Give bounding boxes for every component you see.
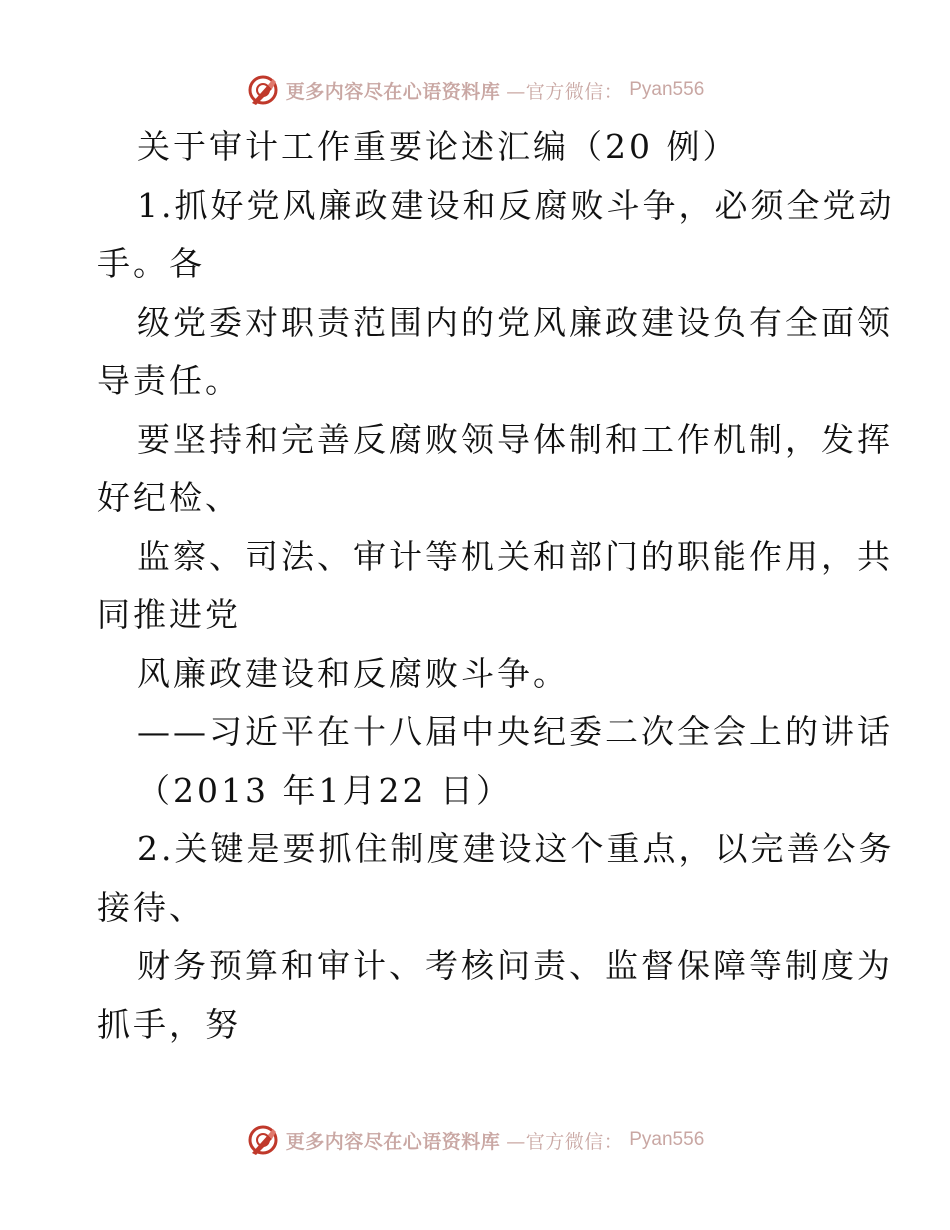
document-title: 关于审计工作重要论述汇编（20 例） bbox=[137, 127, 739, 166]
watermark-separator-text: —官方微信： bbox=[506, 80, 624, 103]
watermark-wechat-id: Pyan556 bbox=[629, 1129, 705, 1150]
header-watermark bbox=[0, 70, 950, 110]
paragraph-line: 导责任。 bbox=[97, 361, 241, 400]
watermark-separator-text: —官方微信： bbox=[506, 1130, 624, 1153]
paragraph-line: 级党委对职责范围内的党风廉政建设负有全面领 bbox=[137, 302, 893, 342]
document-body bbox=[97, 118, 895, 1054]
paragraph-line: 1.抓好党风廉政建设和反腐败斗争，必须全党动 bbox=[137, 185, 895, 225]
paragraph-line: 接待、 bbox=[97, 887, 205, 927]
paragraph-line: 风廉政建设和反腐败斗争。 bbox=[137, 653, 569, 693]
paragraph-line: 财务预算和审计、考核问责、监督保障等制度为 bbox=[137, 946, 893, 985]
watermark-main-text: 更多内容尽在心语资料库 bbox=[285, 80, 501, 103]
paragraph-line: 2.关键是要抓住制度建设这个重点，以完善公务 bbox=[137, 829, 895, 868]
paragraph-line: 好纪检、 bbox=[97, 478, 241, 517]
footer-watermark bbox=[0, 1120, 950, 1160]
pen-logo-icon bbox=[246, 73, 280, 107]
citation-date: （2013 年1月22 日） bbox=[137, 770, 512, 810]
paragraph-line: 监察、司法、审计等机关和部门的职能作用，共 bbox=[137, 536, 893, 576]
paragraph-line: 要坚持和完善反腐败领导体制和工作机制，发挥 bbox=[137, 419, 893, 459]
watermark-main-text: 更多内容尽在心语资料库 bbox=[285, 1130, 501, 1153]
watermark-wechat-id: Pyan556 bbox=[629, 79, 705, 100]
citation-line: ——习近平在十八届中央纪委二次全会上的讲话 bbox=[137, 712, 893, 751]
pen-logo-icon bbox=[246, 1123, 280, 1157]
paragraph-line: 同推进党 bbox=[97, 595, 241, 634]
paragraph-line: 抓手，努 bbox=[97, 1004, 241, 1044]
paragraph-line: 手。各 bbox=[97, 244, 205, 283]
